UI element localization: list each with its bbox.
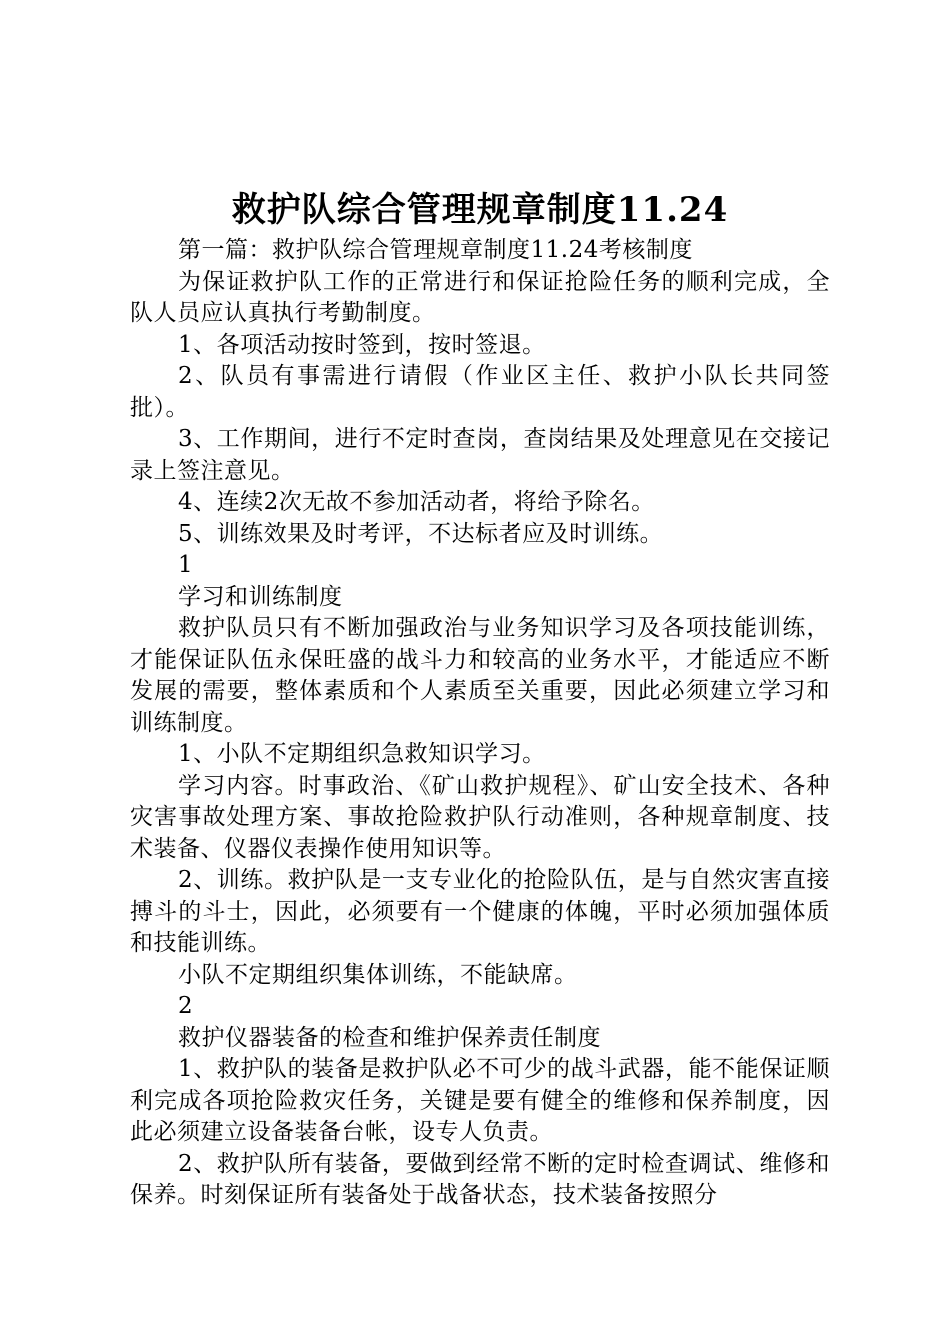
paragraph: 救护队员只有不断加强政治与业务知识学习及各项技能训练，才能保证队伍永保旺盛的战斗力和较高的业务水平，才能适应不断发展的需要，整体素质和个人素质至关重要，因此必须建立学习和训练制度。 <box>130 615 830 736</box>
paragraph: 学习内容。时事政治、《矿山救护规程》、矿山安全技术、各种灾害事故处理方案、事故抢险救护队行动准则，各种规章制度、技术装备、仪器仪表操作使用知识等。 <box>130 772 830 862</box>
section-heading: 学习和训练制度 <box>178 583 343 610</box>
section-heading: 救护仪器装备的检查和维护保养责任制度 <box>178 1024 601 1051</box>
paragraph: 第一篇：救护队综合管理规章制度11.24考核制度 <box>178 237 693 263</box>
paragraph: 1、救护队的装备是救护队必不可少的战斗武器，能不能保证顺利完成各项抢险救灾任务，关键是要有健全的维修和保养制度，因此必须建立设备装备台帐，设专人负责。 <box>130 1056 830 1145</box>
paragraph: 为保证救护队工作的正常进行和保证抢险任务的顺利完成，全队人员应认真执行考勤制度。 <box>130 268 830 326</box>
paragraph: 1、小队不定期组织急救知识学习。 <box>178 741 546 767</box>
paragraph: 2、救护队所有装备，要做到经常不断的定时检查调试、维修和保养。时刻保证所有装备处于战备状态，技术装备按照分 <box>130 1150 830 1208</box>
paragraph: 3、工作期间，进行不定时查岗，查岗结果及处理意见在交接记录上签注意见。 <box>130 426 830 484</box>
page-number-marker: 1 <box>178 552 194 578</box>
document-page <box>130 185 830 1212</box>
paragraph: 2、队员有事需进行请假（作业区主任、救护小队长共同签批）。 <box>130 363 830 421</box>
paragraph: 4、连续2次无故不参加活动者，将给予除名。 <box>178 489 655 515</box>
document-body <box>130 235 830 1212</box>
paragraph: 1、各项活动按时签到，按时签退。 <box>178 331 546 358</box>
page-number-marker: 2 <box>178 993 194 1019</box>
paragraph: 小队不定期组织集体训练，不能缺席。 <box>178 961 578 988</box>
paragraph: 2、训练。救护队是一支专业化的抢险队伍，是与自然灾害直接搏斗的斗士，因此，必须要有一个健康的体魄，平时必须加强体质和技能训练。 <box>130 867 830 956</box>
document-title: 救护队综合管理规章制度11.24 <box>231 190 729 230</box>
paragraph: 5、训练效果及时考评，不达标者应及时训练。 <box>178 520 664 547</box>
